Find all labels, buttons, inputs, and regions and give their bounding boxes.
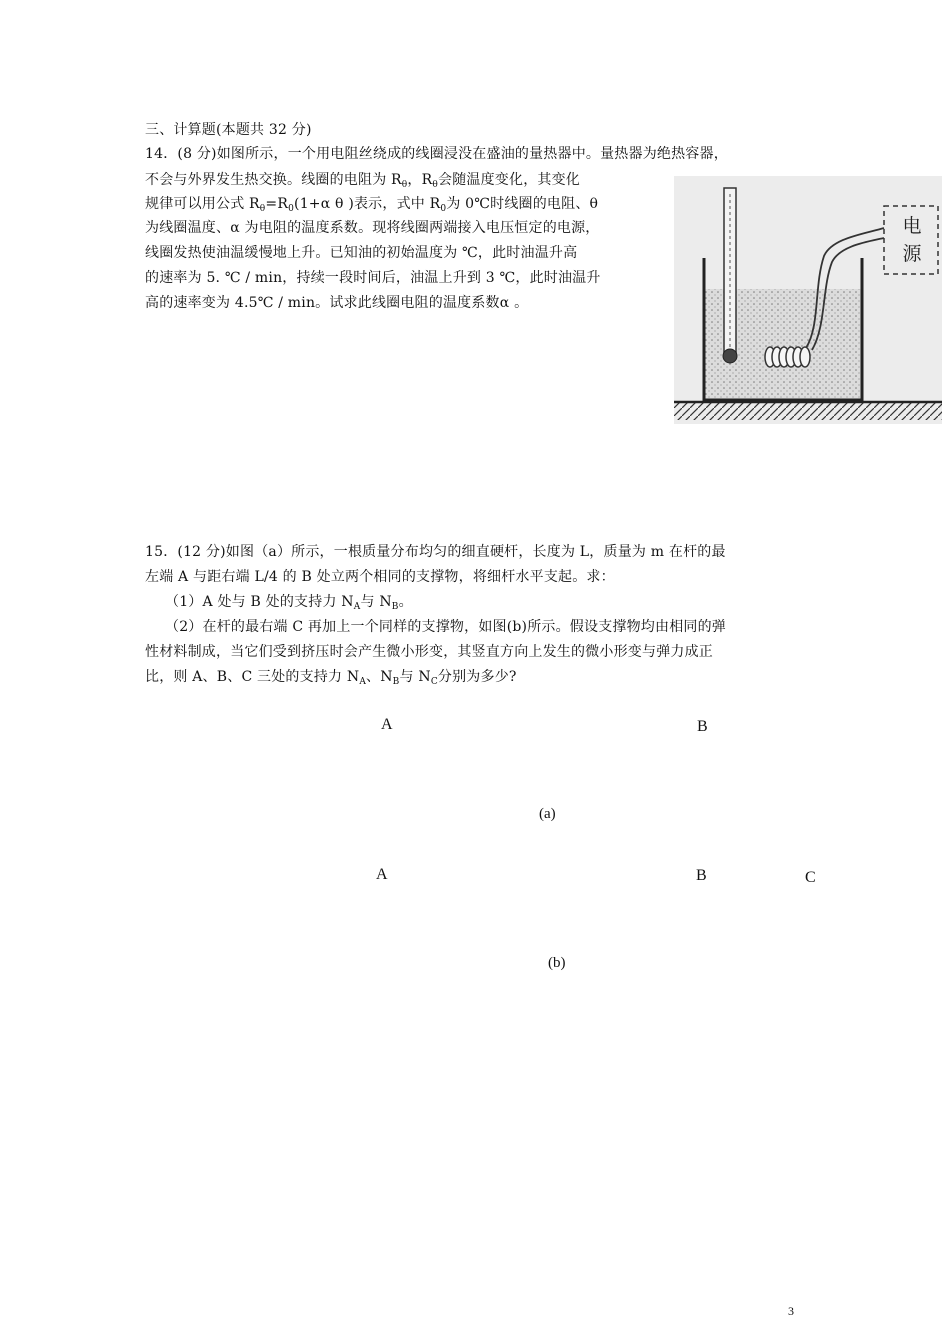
q15-line-5: 性材料制成，当它们受到挤压时会产生微小形变，其竖直方向上发生的微小形变与弹力成正 (145, 644, 713, 660)
q15-line-2: 左端 A 与距右端 L/4 的 B 处立两个相同的支撑物，将细杆水平支起。求： (145, 569, 615, 585)
q14-line-5: 线圈发热使油温缓慢地上升。已知油的初始温度为 ℃，此时油温升高 (145, 245, 578, 261)
fig-a-label-b: B (697, 718, 708, 735)
fig-b-label-b: B (696, 867, 707, 884)
q14-line-1: 14．(8 分)如图所示，一个用电阻丝绕成的线圈浸没在盛油的量热器中。量热器为绝热容器， (145, 146, 728, 162)
power-source-label: 电源 (902, 215, 922, 265)
q14-line-7: 高的速率变为 4.5℃ / min。试求此线圈电阻的温度系数α 。 (145, 295, 529, 311)
q15-line-4: （2）在杆的最右端 C 再加上一个同样的支撑物，如图(b)所示。假设支撑物均由相同的弹 (165, 619, 727, 635)
q15-line-6: 比，则 A、B、C 三处的支持力 $N_A$、$N_B$与 $N_C$分别为多少? (145, 669, 517, 687)
q14-line-3: 规律可以用公式 $R_\theta=R_0(1+\alpha$ θ )表示，式中 $R_0$为 0℃时线圈的电阻、θ (145, 196, 599, 214)
fig-a-label-a: A (381, 716, 393, 733)
q15-line-3: （1）A 处与 B 处的支持力 $N_A$与 $N_B$。 (165, 594, 413, 612)
q14-line-6: 的速率为 5. ℃ / min，持续一段时间后，油温上升到 3 ℃，此时油温升 (145, 270, 601, 286)
page-number: 3 (788, 1304, 794, 1318)
q14-line-4: 为线圈温度、α 为电阻的温度系数。现将线圈两端接入电压恒定的电源， (145, 220, 600, 236)
calorimeter-figure (674, 176, 942, 424)
fig-a-caption: (a) (539, 806, 556, 822)
fig-b-caption: (b) (548, 955, 566, 971)
fig-b-label-a: A (376, 866, 388, 883)
section-heading: 三、计算题(本题共 32 分) (145, 122, 312, 138)
q14-line-2: 不会与外界发生热交换。线圈的电阻为 $R_\theta$，$R_\theta$会随温度变化，其变化 (145, 172, 580, 190)
q15-line-1: 15．(12 分)如图（a）所示，一根质量分布均匀的细直硬杆，长度为 L，质量为 m 在杆的最 (145, 544, 726, 560)
fig-b-label-c: C (805, 869, 816, 886)
